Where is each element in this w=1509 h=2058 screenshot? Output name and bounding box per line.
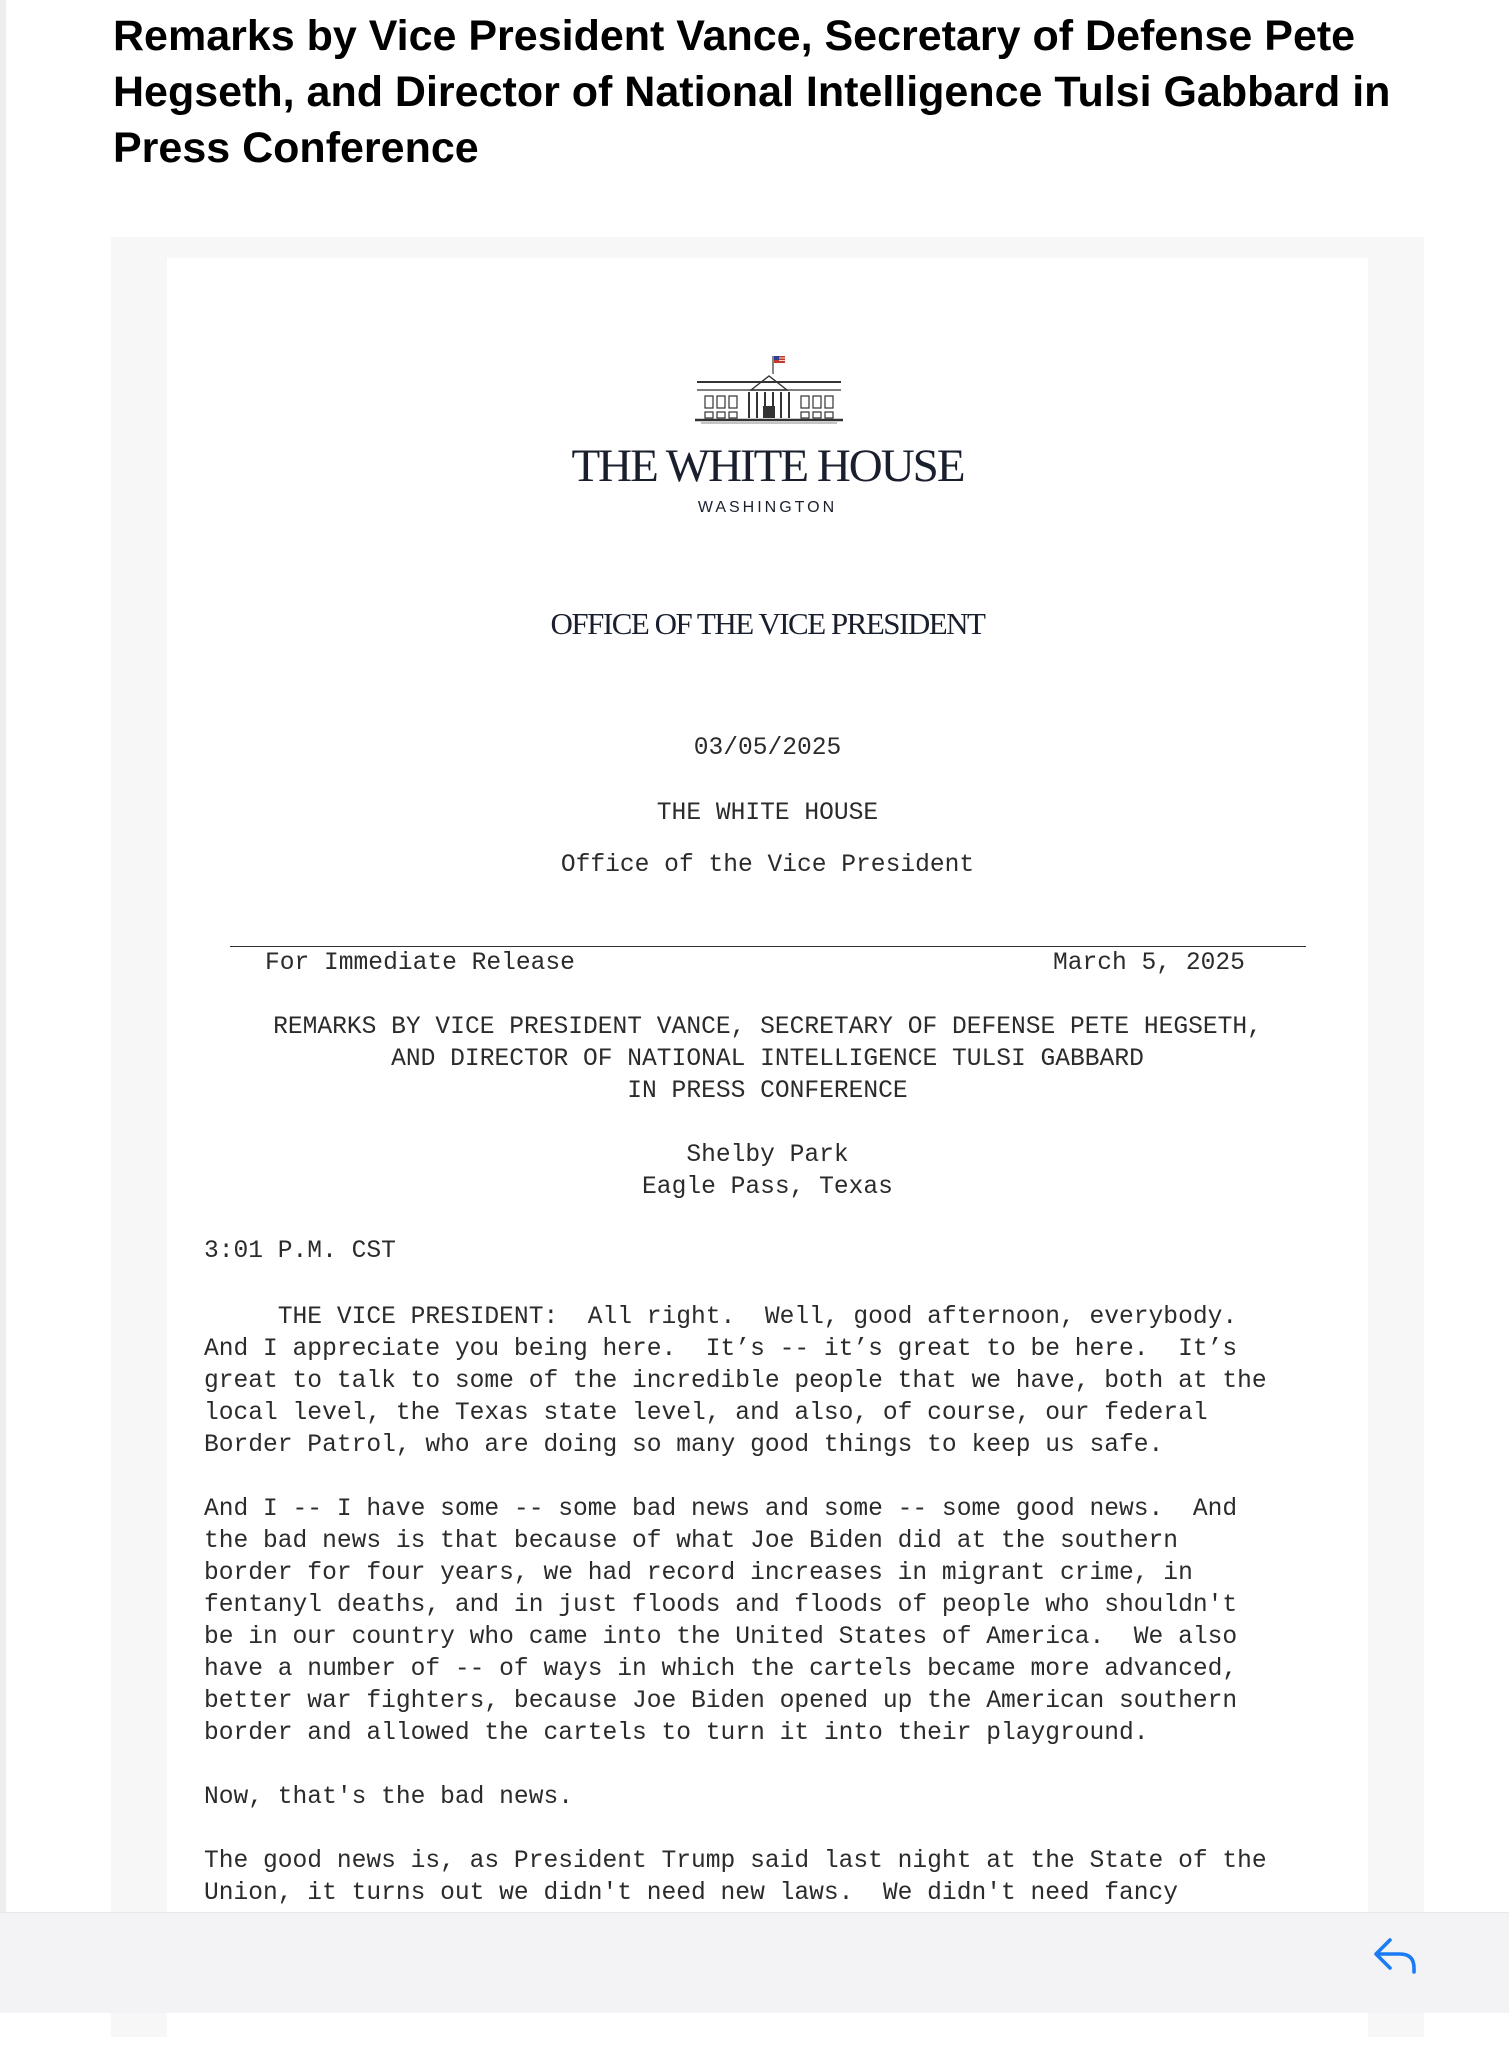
transcript-paragraph: And I -- I have some -- some bad news and some -- some good news. And the bad news is that because of what Joe Biden did at the southern border for four years, we had record increases in migrant crime, in fentanyl deaths, and in just floods and floods of people who shouldn't be in our country who came into the United States of America. We also have a number of -- of ways in which the cartels became more advanced, better war fighters, because Joe Biden opened up the American southern border and allowed the cartels to turn it into their playground. (204, 1496, 1238, 1747)
left-edge (0, 0, 6, 2012)
white-house-emblem-icon (693, 352, 845, 424)
city: Eagle Pass, Texas (642, 1174, 893, 1201)
separator-rule (230, 946, 1306, 947)
bottom-toolbar (0, 1912, 1509, 2013)
remarks-title-line: IN PRESS CONFERENCE (627, 1078, 908, 1105)
transcript-paragraph: Now, that's the bad news. (204, 1784, 573, 1811)
letterhead-office: OFFICE OF THE VICE PRESIDENT (550, 606, 985, 641)
release-label: For Immediate Release (265, 950, 575, 977)
document-date: 03/05/2025 (693, 735, 842, 762)
venue: Shelby Park (686, 1142, 849, 1169)
remarks-title-line: REMARKS BY VICE PRESIDENT VANCE, SECRETARY OF DEFENSE PETE HEGSETH, (273, 1014, 1262, 1041)
letterhead-location: WASHINGTON (697, 499, 838, 516)
header-line-1: THE WHITE HOUSE (656, 800, 879, 827)
letterhead-institution: THE WHITE HOUSE (571, 440, 964, 492)
reply-arrow-icon[interactable] (1370, 1930, 1420, 1980)
header-line-2: Office of the Vice President (560, 852, 975, 879)
transcript-paragraph: THE VICE PRESIDENT: All right. Well, good afternoon, everybody. And I appreciate you being here. It’s -- it’s great to be here. It’s great to talk to some of the incredible people that we have, both at the local level, the Texas state level, and also, of course, our federal Border Patrol, who are doing so many good things to keep us safe. (204, 1304, 1267, 1459)
remarks-title-line: AND DIRECTOR OF NATIONAL INTELLIGENCE TULSI GABBARD (391, 1046, 1144, 1073)
page-title: Remarks by Vice President Vance, Secretary of Defense Pete Hegseth, and Director of National Intelligence Tulsi Gabbard in Press Conference (113, 12, 1391, 172)
event-time: 3:01 P.M. CST (204, 1238, 396, 1265)
release-date: March 5, 2025 (1053, 950, 1245, 977)
transcript-paragraph: The good news is, as President Trump said last night at the State of the Union, it turns out we didn't need new laws. We didn't need fancy (204, 1848, 1267, 1907)
